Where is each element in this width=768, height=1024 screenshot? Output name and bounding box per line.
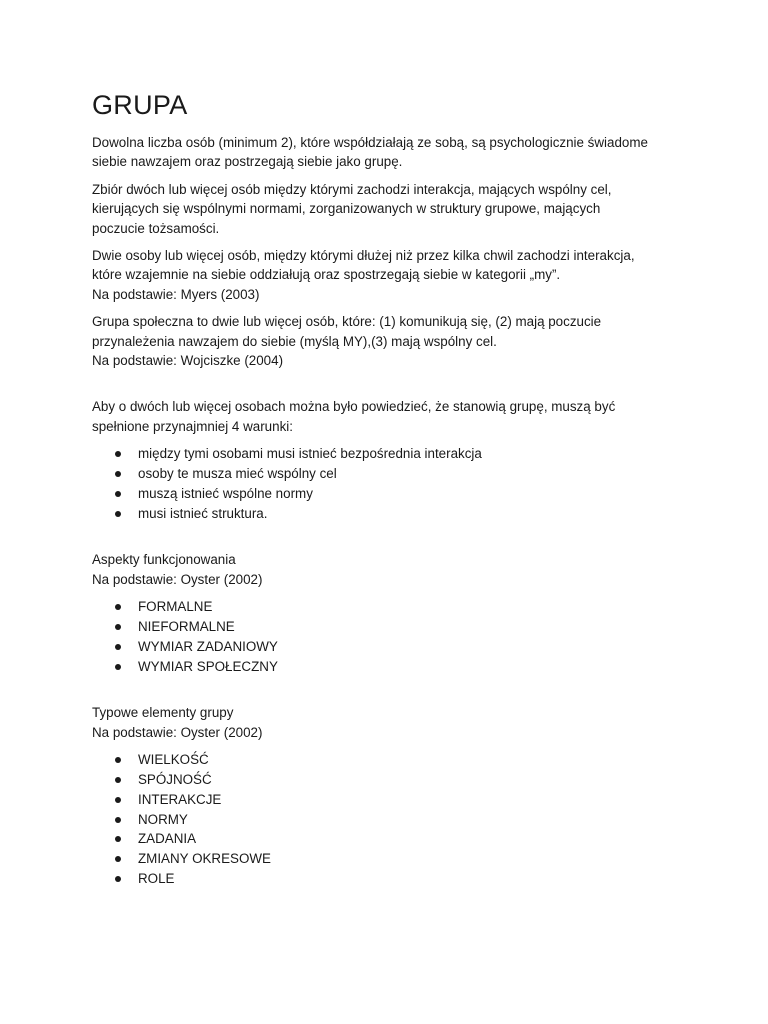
bullet-icon bbox=[115, 664, 121, 670]
list-item bbox=[92, 484, 692, 504]
bullet-icon bbox=[115, 471, 121, 477]
elements-heading-block bbox=[92, 703, 692, 742]
bullet-icon bbox=[115, 757, 121, 763]
list-item-text: osoby te musza mieć wspólny cel bbox=[138, 466, 337, 482]
list-item-text: WYMIAR ZADANIOWY bbox=[138, 638, 278, 654]
text-line: Dwie osoby lub więcej osób, między którymi dłużej niż przez kilka chwil zachodzi interakcja, bbox=[92, 248, 635, 264]
text-line: Dowolna liczba osób (minimum 2), które współdziałają ze sobą, są psychologicznie świadome bbox=[92, 135, 648, 150]
text-line: Zbiór dwóch lub więcej osób między którymi zachodzi interakcja, mających wspólny cel, bbox=[92, 181, 612, 197]
list-item-text: WYMIAR SPOŁECZNY bbox=[138, 658, 278, 674]
list-item bbox=[92, 869, 692, 889]
section-spacer bbox=[92, 531, 692, 550]
definition-paragraph bbox=[92, 312, 692, 370]
list-item-text: INTERAKCJE bbox=[138, 791, 222, 807]
elements-list bbox=[92, 750, 692, 889]
definition-paragraph bbox=[92, 180, 692, 238]
definition-paragraph bbox=[92, 246, 692, 304]
page-title: GRUPA bbox=[92, 90, 188, 120]
list-item-text: NIEFORMALNE bbox=[138, 619, 235, 635]
list-item bbox=[92, 637, 692, 657]
bullet-icon bbox=[115, 797, 121, 803]
source-citation: Na podstawie: Oyster (2002) bbox=[92, 724, 263, 740]
list-item-text: SPÓJNOŚĆ bbox=[138, 772, 212, 788]
text-line: poczucie tożsamości. bbox=[92, 220, 220, 236]
text-line: Aby o dwóch lub więcej osobach można było powiedzieć, że stanowią grupę, muszą być bbox=[92, 399, 616, 415]
conditions-list bbox=[92, 444, 692, 523]
list-item bbox=[92, 597, 692, 617]
bullet-icon bbox=[115, 491, 121, 497]
list-item bbox=[92, 849, 692, 869]
list-item bbox=[92, 444, 692, 464]
aspects-heading-block bbox=[92, 550, 692, 589]
bullet-icon bbox=[115, 644, 121, 650]
section-spacer bbox=[92, 378, 692, 397]
section-heading: Aspekty funkcjonowania bbox=[92, 552, 236, 568]
source-citation: Na podstawie: Wojciszke (2004) bbox=[92, 353, 284, 369]
list-item bbox=[92, 790, 692, 810]
bullet-icon bbox=[115, 856, 121, 862]
source-citation: Na podstawie: Myers (2003) bbox=[92, 286, 260, 302]
list-item bbox=[92, 464, 692, 484]
text-line: siebie nawzajem oraz postrzegają siebie jako grupę. bbox=[92, 154, 403, 170]
bullet-icon bbox=[115, 624, 121, 630]
section-heading: Typowe elementy grupy bbox=[92, 705, 234, 721]
list-item bbox=[92, 657, 692, 677]
list-item bbox=[92, 829, 692, 849]
list-item-text: FORMALNE bbox=[138, 599, 213, 615]
bullet-icon bbox=[115, 511, 121, 517]
list-item bbox=[92, 750, 692, 770]
bullet-icon bbox=[115, 604, 121, 610]
list-item-text: musi istnieć struktura. bbox=[138, 505, 268, 521]
text-line: spełnione przynajmniej 4 warunki: bbox=[92, 418, 293, 434]
bullet-icon bbox=[115, 777, 121, 783]
source-citation: Na podstawie: Oyster (2002) bbox=[92, 571, 263, 587]
text-line: kierujących się wspólnymi normami, zorganizowanych w struktury grupowe, mających bbox=[92, 201, 601, 217]
bullet-icon bbox=[115, 876, 121, 882]
list-item-text: ZADANIA bbox=[138, 831, 197, 847]
list-item bbox=[92, 810, 692, 830]
list-item-text: NORMY bbox=[138, 811, 188, 827]
conditions-intro bbox=[92, 397, 692, 436]
definition-paragraph bbox=[92, 133, 692, 172]
section-spacer bbox=[92, 684, 692, 703]
bullet-icon bbox=[115, 836, 121, 842]
document-page bbox=[92, 86, 692, 897]
list-item-text: między tymi osobami musi istnieć bezpośrednia interakcja bbox=[138, 446, 482, 462]
list-item-text: ROLE bbox=[138, 871, 175, 887]
bullet-icon bbox=[115, 817, 121, 823]
list-item-text: muszą istnieć wspólne normy bbox=[138, 485, 313, 501]
bullet-icon bbox=[115, 451, 121, 457]
list-item-text: ZMIANY OKRESOWE bbox=[138, 851, 271, 867]
list-item bbox=[92, 770, 692, 790]
list-item-text: WIELKOŚĆ bbox=[138, 752, 209, 768]
text-line: które wzajemnie na siebie oddziałują oraz spostrzegają siebie w kategorii „my”. bbox=[92, 267, 561, 283]
aspects-list bbox=[92, 597, 692, 676]
list-item bbox=[92, 617, 692, 637]
text-line: przynależenia nawzajem do siebie (myślą MY),(3) mają wspólny cel. bbox=[92, 333, 497, 349]
list-item bbox=[92, 504, 692, 524]
text-line: Grupa społeczna to dwie lub więcej osób, które: (1) komunikują się, (2) mają poczucie bbox=[92, 314, 602, 330]
